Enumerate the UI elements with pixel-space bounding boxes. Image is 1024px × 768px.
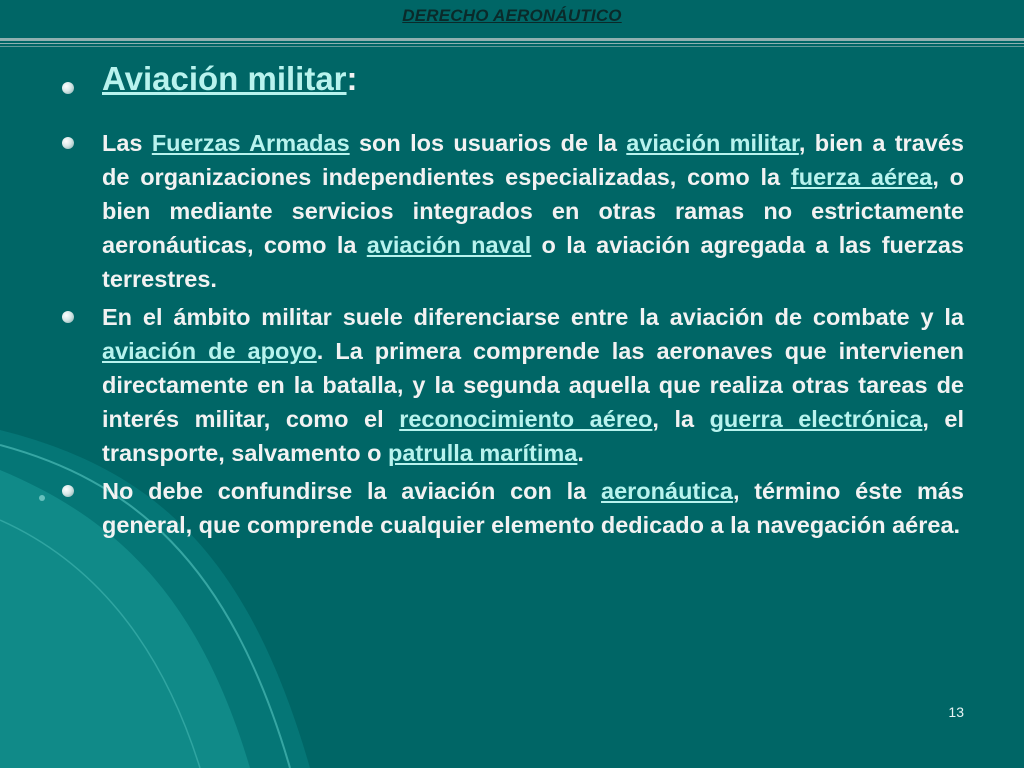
hyperlink[interactable]: aviación militar	[626, 130, 799, 156]
bullet-dot-icon	[62, 311, 74, 323]
bullet-paragraph	[58, 126, 964, 296]
bullet-dot-icon	[62, 137, 74, 149]
bullet-paragraph	[58, 300, 964, 470]
hyperlink[interactable]: patrulla marítima	[388, 440, 578, 466]
hyperlink[interactable]: fuerza aérea	[790, 164, 933, 190]
hyperlink[interactable]: aviación de apoyo	[102, 338, 317, 364]
hyperlink[interactable]: reconocimiento aéreo	[399, 406, 653, 432]
paragraph-text: , bien a través de organizaciones independientes especializadas, como la	[102, 130, 964, 190]
hyperlink[interactable]: guerra electrónica	[709, 406, 923, 432]
heading-link[interactable]: Aviación militar	[102, 60, 347, 97]
paragraph-text: .	[577, 440, 584, 466]
page-number: 13	[948, 704, 964, 720]
header-rule	[0, 43, 1024, 44]
paragraph-text: Las	[102, 130, 152, 156]
heading-suffix: :	[346, 60, 358, 97]
heading-bullet	[58, 60, 964, 98]
paragraph-text: , la	[652, 406, 710, 432]
hyperlink[interactable]: aeronáutica	[601, 478, 733, 504]
bullet-list	[58, 126, 964, 542]
header-rule	[0, 38, 1024, 41]
hyperlink[interactable]: Fuerzas Armadas	[151, 130, 350, 156]
paragraph-text: , o bien mediante servicios integrados en otras ramas no estrictamente aeronáuticas, como la	[102, 164, 964, 258]
slide-header-title: DERECHO AERONÁUTICO	[402, 6, 622, 25]
paragraph-text: , término éste más general, que comprende cualquier elemento dedicado a la navegación aérea.	[102, 478, 964, 538]
paragraph-text: son los usuarios de la	[349, 130, 627, 156]
header-rule	[0, 46, 1024, 47]
hyperlink[interactable]: aviación naval	[366, 232, 532, 258]
bullet-dot-icon	[62, 485, 74, 497]
paragraph-text: En el ámbito militar suele diferenciarse entre la aviación de combate y la	[102, 304, 964, 330]
paragraph-text: No debe confundirse la aviación con la	[102, 478, 602, 504]
decorative-dot	[39, 495, 45, 501]
bullet-dot-icon	[62, 82, 74, 94]
paragraph-text: . La primera comprende las aeronaves que intervienen directamente en la batalla, y la segunda aquella que realiza otras tareas de interés militar, como el	[102, 338, 964, 432]
paragraph-text: o la aviación agregada a las fuerzas terrestres.	[102, 232, 965, 292]
paragraph-text: , el transporte, salvamento o	[102, 406, 964, 466]
bullet-paragraph	[58, 474, 964, 542]
slide-content	[58, 60, 964, 546]
